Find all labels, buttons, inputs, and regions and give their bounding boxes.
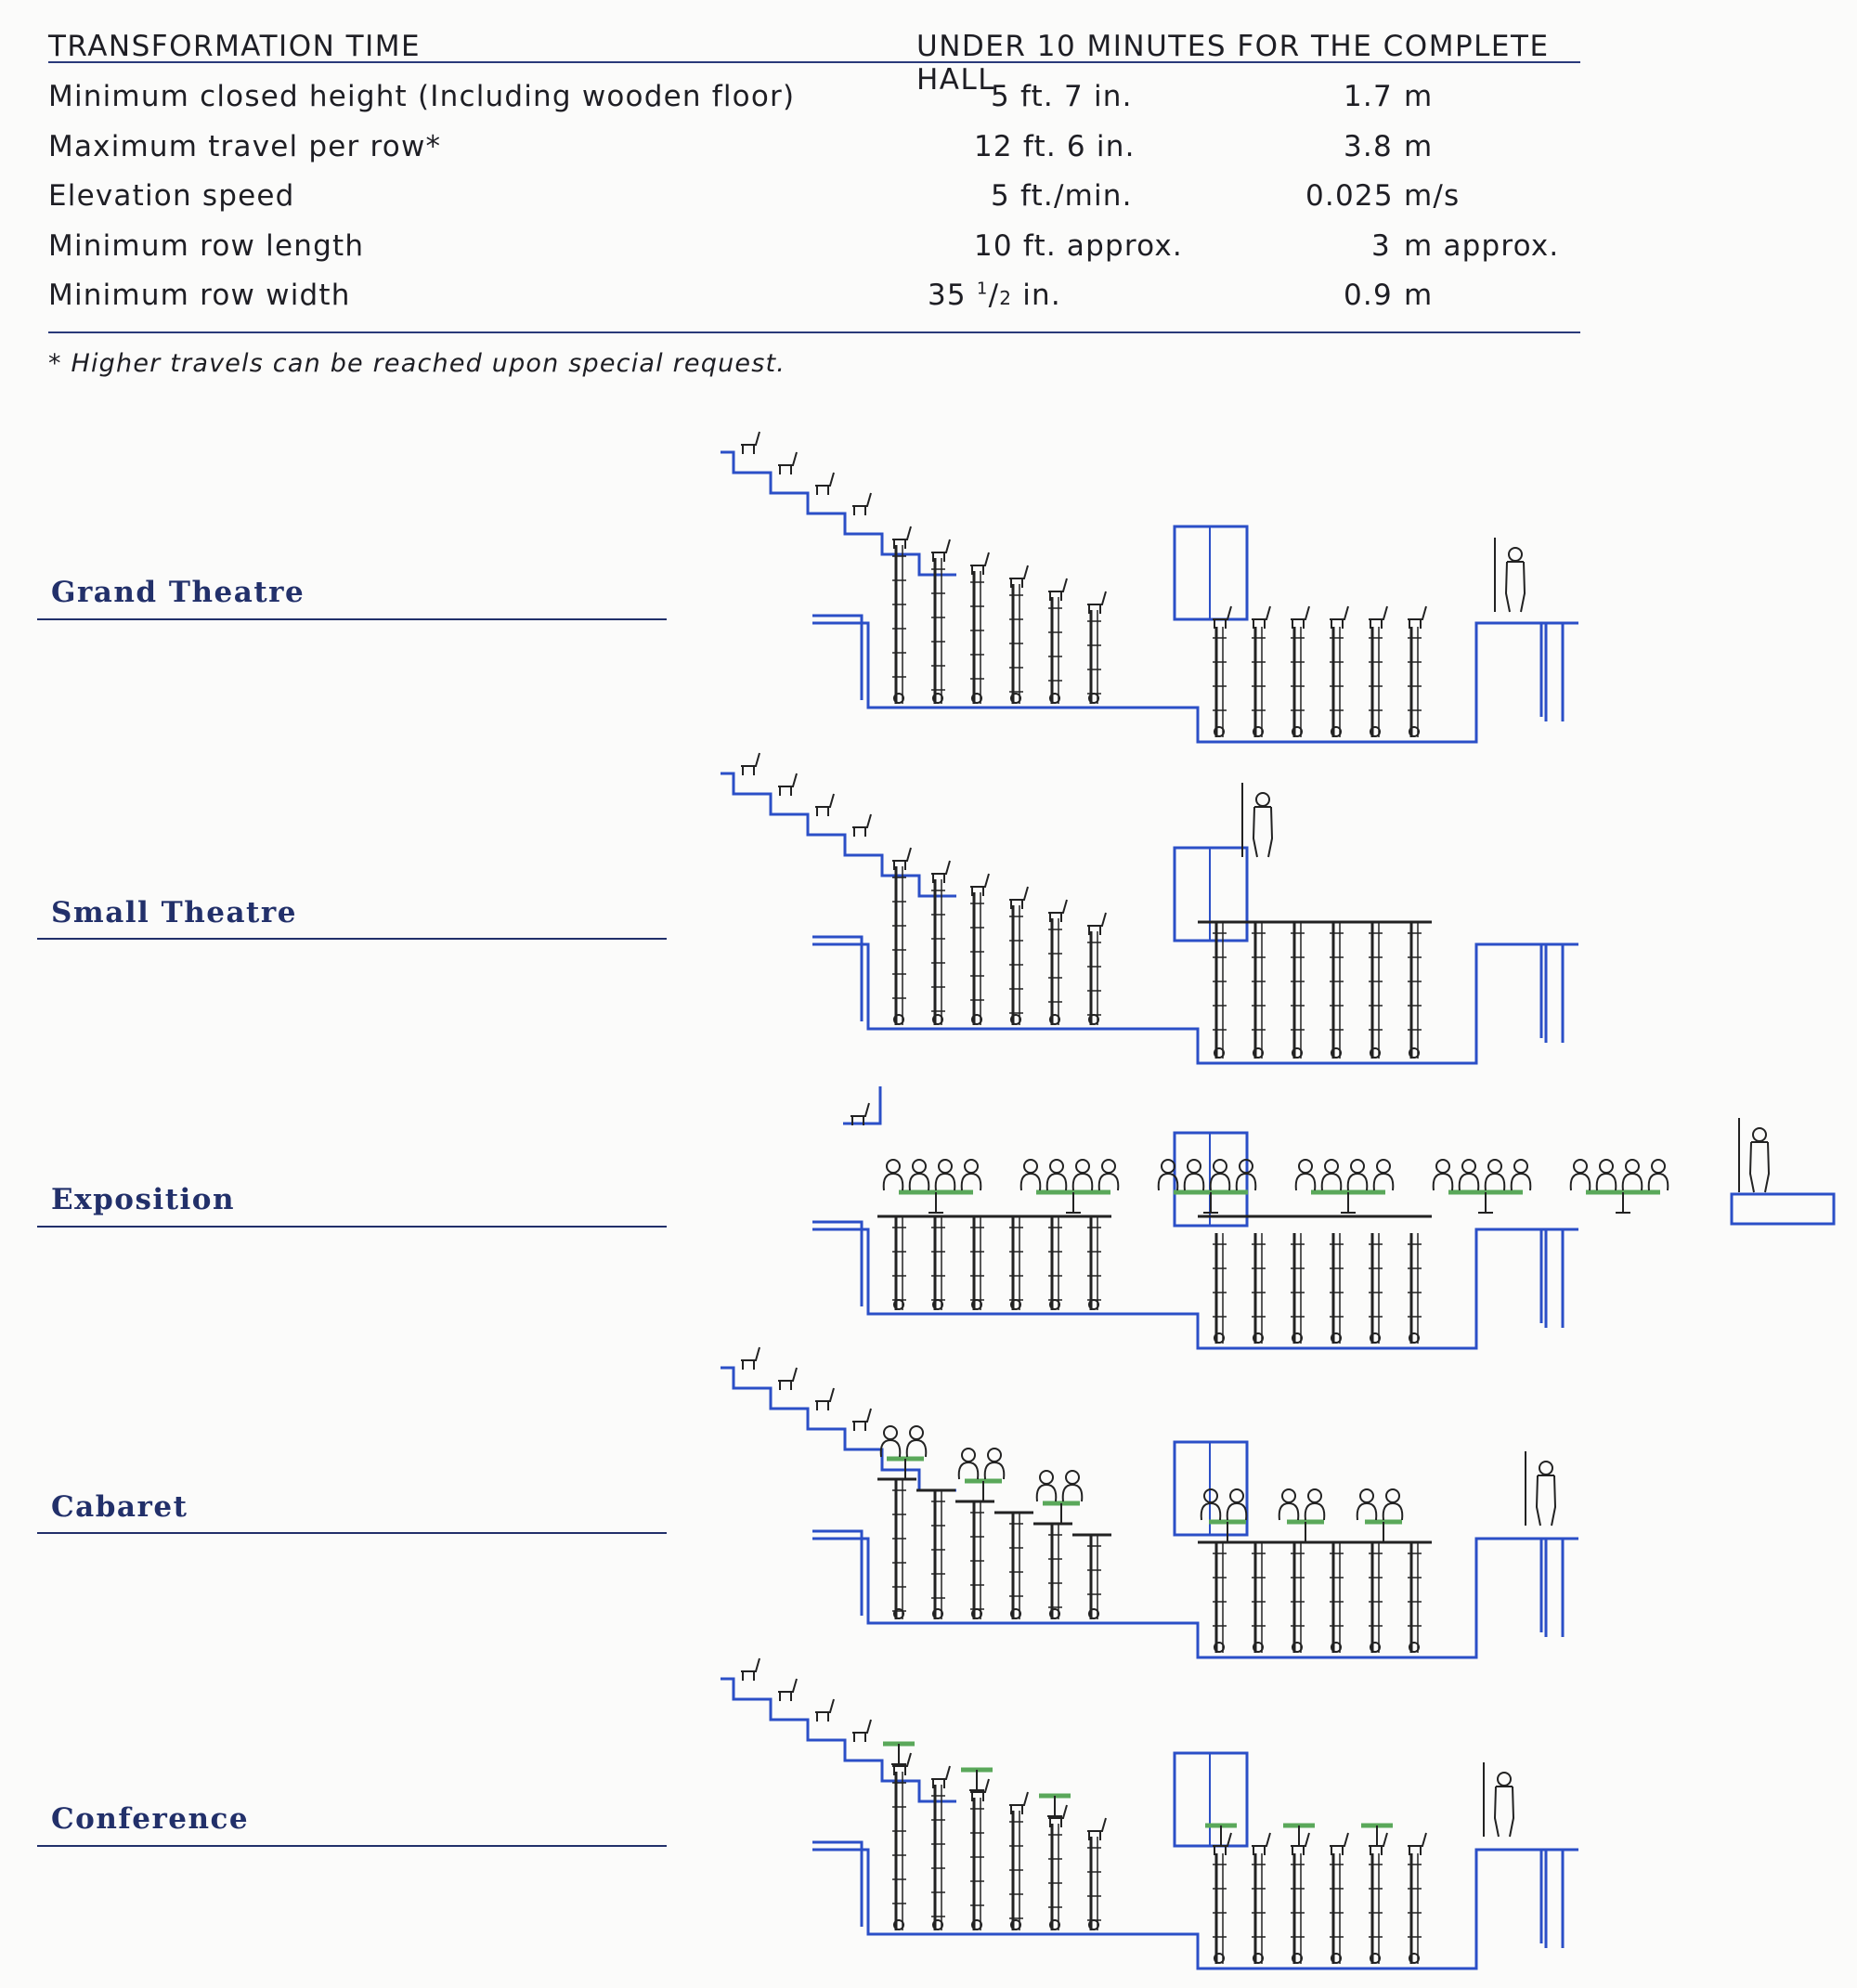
seat-icon: [1087, 913, 1106, 935]
pit-outline: [812, 1539, 1578, 1657]
lift-column-icon: [1369, 627, 1383, 737]
lift-column-icon: [970, 892, 984, 1025]
seated-person-icon: [907, 1426, 927, 1457]
stage-riser: [1732, 1194, 1834, 1224]
lift-column-icon: [1213, 1233, 1227, 1344]
spec-imperial: 10 ft. approx.: [974, 228, 1183, 263]
lift-column-icon: [1330, 1233, 1344, 1344]
table-icon: [1283, 1826, 1315, 1846]
seat-icon: [1252, 606, 1270, 629]
seated-person-icon: [1383, 1489, 1403, 1520]
table-icon: [1209, 1522, 1246, 1542]
seat-icon: [1408, 1833, 1426, 1855]
lift-column-icon: [931, 879, 945, 1025]
seated-person-icon: [1021, 1160, 1041, 1190]
balcony-steps: [721, 773, 956, 896]
transformation-time-value: UNDER 10 MINUTES FOR THE COMPLETE HALL: [916, 30, 1550, 97]
lift-column-icon: [1291, 1853, 1305, 1964]
seated-person-icon: [1211, 1160, 1230, 1190]
lift-column-icon: [931, 1216, 945, 1310]
table-icon: [899, 1192, 973, 1213]
seated-person-icon: [1322, 1160, 1342, 1190]
seated-person-icon: [910, 1160, 929, 1190]
footnote: * Higher travels can be reached upon special request.: [48, 349, 786, 378]
lift-column-icon: [931, 1785, 945, 1930]
config-label-conference: Conference: [51, 1802, 250, 1836]
lift-column-icon: [1048, 1524, 1062, 1619]
seated-person-icon: [1460, 1160, 1479, 1190]
seated-person-icon: [1597, 1160, 1617, 1190]
lift-column-icon: [1048, 597, 1062, 704]
table-icon: [1361, 1826, 1393, 1846]
spec-imperial: 12 ft. 6 in.: [974, 129, 1136, 163]
seated-person-icon: [962, 1160, 981, 1190]
lift-column-icon: [1408, 1853, 1422, 1964]
seat-icon: [970, 874, 989, 896]
lift-column-icon: [1048, 918, 1062, 1025]
pit-wall: [812, 937, 862, 1021]
table-icon: [965, 1481, 1002, 1501]
seat-icon: [1369, 606, 1387, 629]
pit-wall: [812, 1531, 862, 1616]
seat-icon: [1213, 606, 1231, 629]
hall-section-cabaret: [721, 1347, 1578, 1657]
seat-icon: [778, 1368, 797, 1390]
lift-column-icon: [892, 1216, 906, 1310]
lift-column-icon: [1087, 1535, 1101, 1619]
seat-icon: [741, 432, 760, 454]
seat-icon: [1330, 1833, 1348, 1855]
pit-outline: [812, 1850, 1578, 1969]
lift-column-icon: [1009, 584, 1023, 704]
lift-column-icon: [1291, 1233, 1305, 1344]
seated-person-icon: [1063, 1471, 1083, 1501]
lift-column-icon: [1291, 1542, 1305, 1653]
table-icon: [1365, 1522, 1402, 1542]
hall-section-conference: [721, 1658, 1578, 1969]
standing-figure-icon: [1495, 538, 1525, 612]
lift-column-icon: [1252, 1542, 1266, 1653]
seated-person-icon: [1185, 1160, 1204, 1190]
seated-person-icon: [1348, 1160, 1368, 1190]
seat-icon: [778, 452, 797, 474]
pit-wall: [812, 1842, 862, 1927]
config-label-grand-theatre: Grand Theatre: [51, 576, 305, 609]
lift-column-icon: [1087, 931, 1101, 1025]
lift-column-icon: [1048, 1824, 1062, 1930]
seat-icon: [1330, 606, 1348, 629]
lift-column-icon: [970, 1216, 984, 1310]
lift-column-icon: [1330, 1542, 1344, 1653]
table-icon: [1586, 1192, 1660, 1213]
lift-column-icon: [892, 1479, 906, 1619]
seat-icon: [1048, 578, 1067, 601]
seat-icon: [815, 1699, 834, 1722]
lift-column-icon: [1408, 922, 1422, 1059]
spec-metric-unit: m: [1404, 279, 1434, 312]
spec-metric-value: 3.8: [1344, 129, 1393, 163]
table-icon: [1448, 1192, 1523, 1213]
seat-icon: [1048, 900, 1067, 922]
spec-label: Minimum row width: [48, 279, 351, 312]
spec-imperial-unit: in.: [1022, 279, 1061, 312]
balcony-steps: [721, 452, 956, 575]
table-icon: [1311, 1192, 1385, 1213]
lift-column-icon: [1330, 1853, 1344, 1964]
seat-icon: [1087, 1818, 1106, 1840]
spec-imperial-whole: 35: [928, 279, 967, 312]
seated-person-icon: [1296, 1160, 1316, 1190]
seat-icon: [851, 1103, 869, 1125]
hall-section-small: [721, 753, 1578, 1063]
pit-outline: [812, 623, 1578, 742]
seated-person-icon: [881, 1426, 901, 1457]
config-label-exposition: Exposition: [51, 1183, 236, 1216]
seat-icon: [815, 1388, 834, 1410]
seat-icon: [852, 1720, 871, 1742]
seated-person-icon: [1486, 1160, 1505, 1190]
seated-person-icon: [1571, 1160, 1591, 1190]
pit-wall: [812, 1222, 862, 1306]
lift-column-icon: [1408, 627, 1422, 737]
lift-column-icon: [1009, 1811, 1023, 1930]
lift-column-icon: [1252, 627, 1266, 737]
seat-icon: [931, 539, 950, 562]
seated-person-icon: [1073, 1160, 1093, 1190]
pit-outline: [812, 1229, 1578, 1348]
seat-icon: [892, 848, 911, 870]
lift-column-icon: [1213, 1542, 1227, 1653]
lift-column-icon: [931, 1490, 945, 1619]
seated-person-icon: [1227, 1489, 1247, 1520]
seat-icon: [852, 1409, 871, 1431]
spec-metric-value: 3: [1371, 228, 1391, 263]
seated-person-icon: [1037, 1471, 1057, 1501]
spec-imperial-numerator: 1: [976, 279, 989, 299]
spec-label: Minimum closed height (Including wooden floor): [48, 80, 796, 113]
lift-column-icon: [1369, 1542, 1383, 1653]
seat-icon: [778, 773, 797, 796]
config-label-small-theatre: Small Theatre: [51, 896, 297, 929]
standing-figure-icon: [1526, 1451, 1555, 1526]
lift-column-icon: [1408, 1542, 1422, 1653]
table-icon: [1287, 1522, 1324, 1542]
seated-person-icon: [1434, 1160, 1453, 1190]
seated-person-icon: [985, 1449, 1005, 1479]
seat-icon: [815, 794, 834, 816]
lift-column-icon: [1369, 922, 1383, 1059]
lift-column-icon: [1291, 627, 1305, 737]
lift-column-icon: [1009, 1513, 1023, 1619]
pit-outline: [812, 944, 1578, 1063]
lift-column-icon: [1369, 1853, 1383, 1964]
lift-column-icon: [1087, 1216, 1101, 1310]
lift-column-icon: [1087, 610, 1101, 704]
lift-column-icon: [892, 1772, 906, 1930]
lift-column-icon: [892, 545, 906, 704]
lift-column-icon: [1048, 1216, 1062, 1310]
table-icon: [1174, 1192, 1248, 1213]
seated-person-icon: [1279, 1489, 1299, 1520]
transformation-time-label: TRANSFORMATION TIME: [48, 30, 422, 63]
spec-metric-value: 0.025: [1305, 179, 1394, 213]
seat-icon: [1009, 1792, 1028, 1814]
seat-icon: [1291, 606, 1309, 629]
seat-icon: [778, 1679, 797, 1701]
hall-section-theatre: [721, 432, 1578, 742]
seat-icon: [815, 473, 834, 495]
lift-column-icon: [1369, 1233, 1383, 1344]
seat-icon: [1009, 887, 1028, 909]
lift-column-icon: [970, 1501, 984, 1619]
lift-column-icon: [1291, 922, 1305, 1059]
table-icon: [1036, 1192, 1110, 1213]
pit-wall: [812, 616, 862, 700]
lift-column-icon: [1252, 922, 1266, 1059]
seat-icon: [1009, 565, 1028, 588]
lift-column-icon: [1330, 922, 1344, 1059]
lift-column-icon: [1009, 905, 1023, 1025]
seated-person-icon: [884, 1160, 903, 1190]
lift-column-icon: [931, 558, 945, 704]
standing-figure-icon: [1484, 1762, 1513, 1837]
seat-icon: [852, 814, 871, 837]
lift-column-icon: [970, 1798, 984, 1930]
seat-icon: [741, 753, 760, 775]
seat-icon: [852, 493, 871, 515]
spec-metric-value: 1.7: [1344, 80, 1393, 113]
seat-icon: [1408, 606, 1426, 629]
spec-imperial-denominator: 2: [999, 287, 1013, 309]
seat-icon: [970, 552, 989, 575]
lift-column-icon: [892, 866, 906, 1025]
seated-person-icon: [1649, 1160, 1669, 1190]
standing-figure-icon: [1739, 1118, 1769, 1192]
seated-person-icon: [1374, 1160, 1394, 1190]
spec-metric-unit: m/s: [1404, 179, 1461, 213]
lift-column-icon: [1213, 922, 1227, 1059]
lift-column-icon: [970, 571, 984, 704]
seat-icon: [1252, 1833, 1270, 1855]
seated-person-icon: [1047, 1160, 1067, 1190]
lift-column-icon: [1252, 1853, 1266, 1964]
lift-column-icon: [1213, 1853, 1227, 1964]
seat-icon: [892, 526, 911, 549]
spec-metric-unit: m approx.: [1404, 228, 1560, 263]
seated-person-icon: [1357, 1489, 1377, 1520]
lift-column-icon: [1408, 1233, 1422, 1344]
spec-label: Elevation speed: [48, 179, 295, 213]
seated-person-icon: [959, 1449, 979, 1479]
lift-column-icon: [1213, 627, 1227, 737]
lift-column-icon: [1009, 1216, 1023, 1310]
seat-icon: [741, 1347, 760, 1370]
spec-label: Maximum travel per row*: [48, 129, 442, 163]
seat-icon: [741, 1658, 760, 1681]
spec-imperial: 35 $^1$/2 in.: [928, 279, 1061, 312]
spec-metric-unit: m: [1404, 129, 1434, 163]
balcony-steps: [721, 1679, 956, 1801]
lift-column-icon: [1252, 1233, 1266, 1344]
seat-icon: [931, 861, 950, 883]
balcony-steps: [843, 1086, 880, 1124]
seated-person-icon: [1305, 1489, 1325, 1520]
table-icon: [1043, 1503, 1080, 1524]
config-label-cabaret: Cabaret: [51, 1490, 188, 1524]
seat-icon: [931, 1766, 950, 1788]
seated-person-icon: [936, 1160, 955, 1190]
spec-metric-unit: m: [1404, 80, 1434, 113]
spec-metric-value: 0.9: [1344, 279, 1393, 312]
seated-person-icon: [1512, 1160, 1531, 1190]
spec-imperial: 5 ft./min.: [991, 179, 1133, 213]
standing-figure-icon: [1242, 783, 1272, 857]
lift-column-icon: [1087, 1837, 1101, 1930]
spec-label: Minimum row length: [48, 228, 365, 263]
seat-icon: [1087, 591, 1106, 614]
hall-section-expo: [812, 1086, 1834, 1348]
lift-column-icon: [1330, 627, 1344, 737]
spec-imperial: 5 ft. 7 in.: [991, 80, 1133, 113]
seated-person-icon: [1623, 1160, 1643, 1190]
seated-person-icon: [1099, 1160, 1119, 1190]
